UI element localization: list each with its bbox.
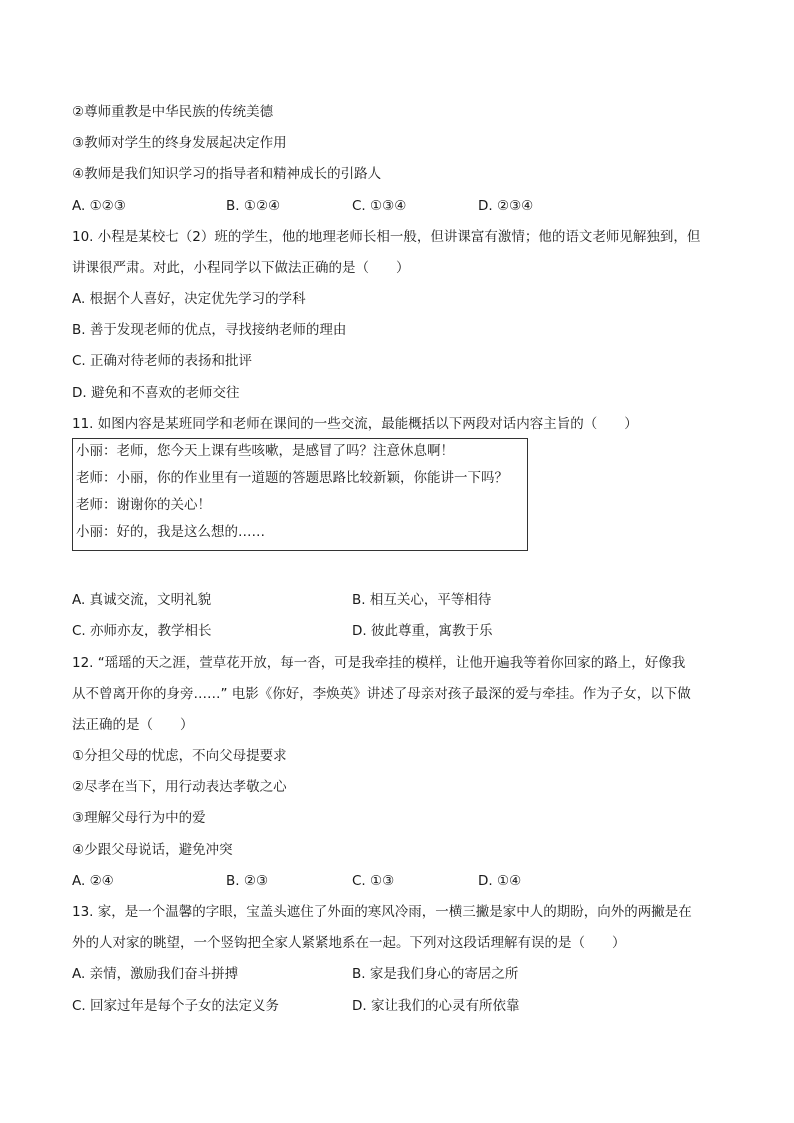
q10-option-d: D. 避免和不喜欢的老师交往 — [72, 385, 240, 401]
q12-item-3: ③理解父母行为中的爱 — [72, 810, 206, 826]
q12-option-b: B. ②③ — [226, 873, 269, 889]
q9-item-4: ④教师是我们知识学习的指导者和精神成长的引路人 — [72, 166, 382, 182]
q9-option-d: D. ②③④ — [478, 198, 534, 214]
q13-stem-line-1: 13. 家，是一个温馨的字眼，宝盖头遮住了外面的寒风冷雨，一横三撇是家中人的期盼，向外的两撇是在 — [72, 904, 692, 920]
q12-item-4: ④少跟父母说话，避免冲突 — [72, 842, 233, 858]
q11-stem: 11. 如图内容是某班同学和老师在课间的一些交流，最能概括以下两段对话内容主旨的（ ） — [72, 416, 638, 432]
q10-option-c: C. 正确对待老师的表扬和批评 — [72, 353, 253, 369]
q12-option-a: A. ②④ — [72, 873, 114, 889]
q10-option-a: A. 根据个人喜好，决定优先学习的学科 — [72, 291, 306, 307]
q11-option-b: B. 相互关心，平等相待 — [352, 592, 492, 608]
q12-stem-line-3: 法正确的是（ ） — [72, 717, 194, 733]
q10-option-b: B. 善于发现老师的优点，寻找接纳老师的理由 — [72, 322, 347, 338]
q11-dialog-box — [72, 438, 528, 551]
q9-option-c: C. ①③④ — [352, 198, 407, 214]
q11-option-d: D. 彼此尊重，寓教于乐 — [352, 623, 493, 639]
q13-option-d: D. 家让我们的心灵有所依靠 — [352, 998, 520, 1014]
q13-stem-line-2: 外的人对家的眺望，一个竖钩把全家人紧紧地系在一起。下列对这段话理解有误的是（ ） — [72, 935, 626, 951]
q12-item-2: ②尽孝在当下，用行动表达孝敬之心 — [72, 779, 287, 795]
q11-dialog-line-1: 小丽：老师，您今天上课有些咳嗽，是感冒了吗？注意休息啊！ — [76, 443, 454, 459]
q11-option-a: A. 真诚交流，文明礼貌 — [72, 592, 212, 608]
q10-stem-line-1: 10. 小程是某校七（2）班的学生，他的地理老师长相一般，但讲课富有激情；他的语文老师见解独到，但 — [72, 229, 701, 245]
q9-option-a: A. ①②③ — [72, 198, 126, 214]
q9-item-3: ③教师对学生的终身发展起决定作用 — [72, 135, 287, 151]
q13-option-a: A. 亲情，激励我们奋斗拼搏 — [72, 966, 239, 982]
q11-dialog-line-4: 小丽：好的，我是这么想的…… — [76, 524, 265, 540]
q12-option-c: C. ①③ — [352, 873, 395, 889]
q10-stem-line-2: 讲课很严肃。对此，小程同学以下做法正确的是（ ） — [72, 260, 410, 276]
q9-option-b: B. ①②④ — [226, 198, 281, 214]
q11-dialog-line-2: 老师：小丽，你的作业里有一道题的答题思路比较新颖，你能讲一下吗？ — [76, 470, 508, 486]
q11-dialog-line-3: 老师：谢谢你的关心！ — [76, 497, 211, 513]
q13-option-c: C. 回家过年是每个子女的法定义务 — [72, 998, 280, 1014]
q13-option-b: B. 家是我们身心的寄居之所 — [352, 966, 519, 982]
q12-stem-line-1: 12. “瑶瑶的天之涯，萱草花开放，每一沓，可是我牵挂的模样，让他开遍我等着你回家的路上，好像我 — [72, 655, 686, 671]
q12-stem-line-2: 从不曾离开你的身旁……” 电影《你好，李焕英》讲述了母亲对孩子最深的爱与牵挂。作为子女，以下做 — [72, 686, 691, 702]
q9-item-2: ②尊师重教是中华民族的传统美德 — [72, 104, 274, 120]
q12-item-1: ①分担父母的忧虑，不向父母提要求 — [72, 748, 287, 764]
q12-option-d: D. ①④ — [478, 873, 522, 889]
q11-option-c: C. 亦师亦友，教学相长 — [72, 623, 212, 639]
